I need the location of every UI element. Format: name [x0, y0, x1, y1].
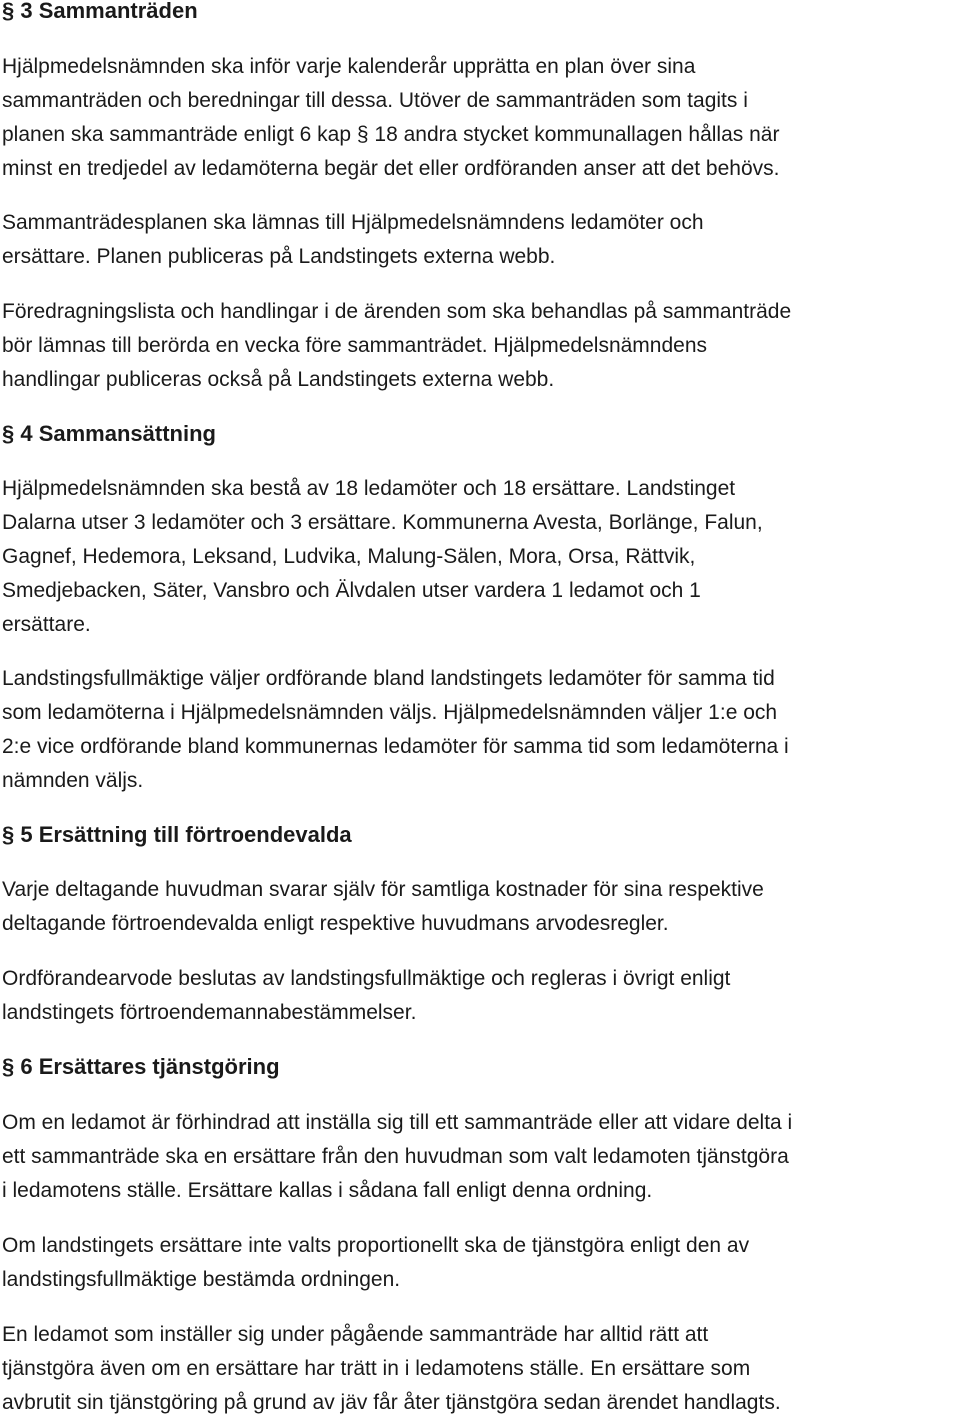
text-line: ersättare. Planen publiceras på Landstingets externa webb. [2, 245, 556, 268]
text-line: landstingets förtroendemannabestämmelser. [2, 1001, 417, 1024]
text-line: planen ska sammanträde enligt 6 kap § 18 andra stycket kommunallagen hållas när [2, 123, 780, 146]
text-line: nämnden väljs. [2, 769, 144, 792]
text-line: En ledamot som inställer sig under pågående sammanträde har alltid rätt att [2, 1323, 709, 1346]
text-line: tjänstgöra även om en ersättare har trätt in i ledamotens ställe. En ersättare som [2, 1357, 751, 1380]
section-6-paragraph-2 [2, 1229, 956, 1297]
text-line: Smedjebacken, Säter, Vansbro och Älvdalen utser vardera 1 ledamot och 1 [2, 579, 701, 602]
text-line: deltagande förtroendevalda enligt respektive huvudmans arvodesregler. [2, 912, 669, 935]
text-line: ersättare. [2, 613, 91, 636]
section-4-paragraph-1 [2, 472, 956, 642]
text-line: sammanträden och beredningar till dessa. Utöver de sammanträden som tagits i [2, 89, 748, 112]
text-line: Varje deltagande huvudman svarar själv för samtliga kostnader för sina respektive [2, 878, 764, 901]
section-3-paragraph-2 [2, 206, 956, 274]
text-line: 2:e vice ordförande bland kommunernas ledamöter för samma tid som ledamöterna i [2, 735, 789, 758]
text-line: Gagnef, Hedemora, Leksand, Ludvika, Malung-Sälen, Mora, Orsa, Rättvik, [2, 545, 696, 568]
text-line: Hjälpmedelsnämnden ska inför varje kalenderår upprätta en plan över sina [2, 55, 696, 78]
section-3-paragraph-3 [2, 295, 956, 397]
section-5-heading: § 5 Ersättning till förtroendevalda [2, 822, 352, 847]
text-line: bör lämnas till berörda en vecka före sammanträdet. Hjälpmedelsnämndens [2, 334, 708, 357]
text-line: Ordförandearvode beslutas av landstingsfullmäktige och regleras i övrigt enligt [2, 967, 731, 990]
text-line: avbrutit sin tjänstgöring på grund av jäv får åter tjänstgöra sedan ärendet handlagts. [2, 1391, 781, 1414]
text-line: Sammanträdesplanen ska lämnas till Hjälpmedelsnämndens ledamöter och [2, 211, 704, 234]
text-line: handlingar publiceras också på Landstingets externa webb. [2, 368, 555, 391]
section-3-paragraph-1 [2, 50, 956, 186]
text-line: Landstingsfullmäktige väljer ordförande bland landstingets ledamöter för samma tid [2, 667, 775, 690]
section-4-heading: § 4 Sammansättning [2, 421, 216, 446]
section-3-heading: § 3 Sammanträden [2, 0, 198, 23]
text-line: minst en tredjedel av ledamöterna begär det eller ordföranden anser att det behövs. [2, 157, 780, 180]
text-line: Föredragningslista och handlingar i de ärenden som ska behandlas på sammanträde [2, 300, 792, 323]
section-5-paragraph-1 [2, 873, 956, 941]
text-line: som ledamöterna i Hjälpmedelsnämnden väljs. Hjälpmedelsnämnden väljer 1:e och [2, 701, 778, 724]
section-5-paragraph-2 [2, 962, 956, 1030]
section-4-paragraph-2 [2, 662, 956, 798]
section-6-heading: § 6 Ersättares tjänstgöring [2, 1054, 280, 1079]
section-6-paragraph-1 [2, 1106, 956, 1208]
text-line: ett sammanträde ska en ersättare från den huvudman som valt ledamoten tjänstgöra [2, 1145, 789, 1168]
text-line: Dalarna utser 3 ledamöter och 3 ersättare. Kommunerna Avesta, Borlänge, Falun, [2, 511, 763, 534]
text-line: Om landstingets ersättare inte valts proportionellt ska de tjänstgöra enligt den av [2, 1234, 750, 1257]
section-6-paragraph-3 [2, 1318, 956, 1420]
text-line: i ledamotens ställe. Ersättare kallas i sådana fall enligt denna ordning. [2, 1179, 653, 1202]
text-line: Om en ledamot är förhindrad att inställa sig till ett sammanträde eller att vidare delta i [2, 1111, 793, 1134]
text-line: landstingsfullmäktige bestämda ordningen. [2, 1268, 401, 1291]
text-line: Hjälpmedelsnämnden ska bestå av 18 ledamöter och 18 ersättare. Landstinget [2, 477, 736, 500]
